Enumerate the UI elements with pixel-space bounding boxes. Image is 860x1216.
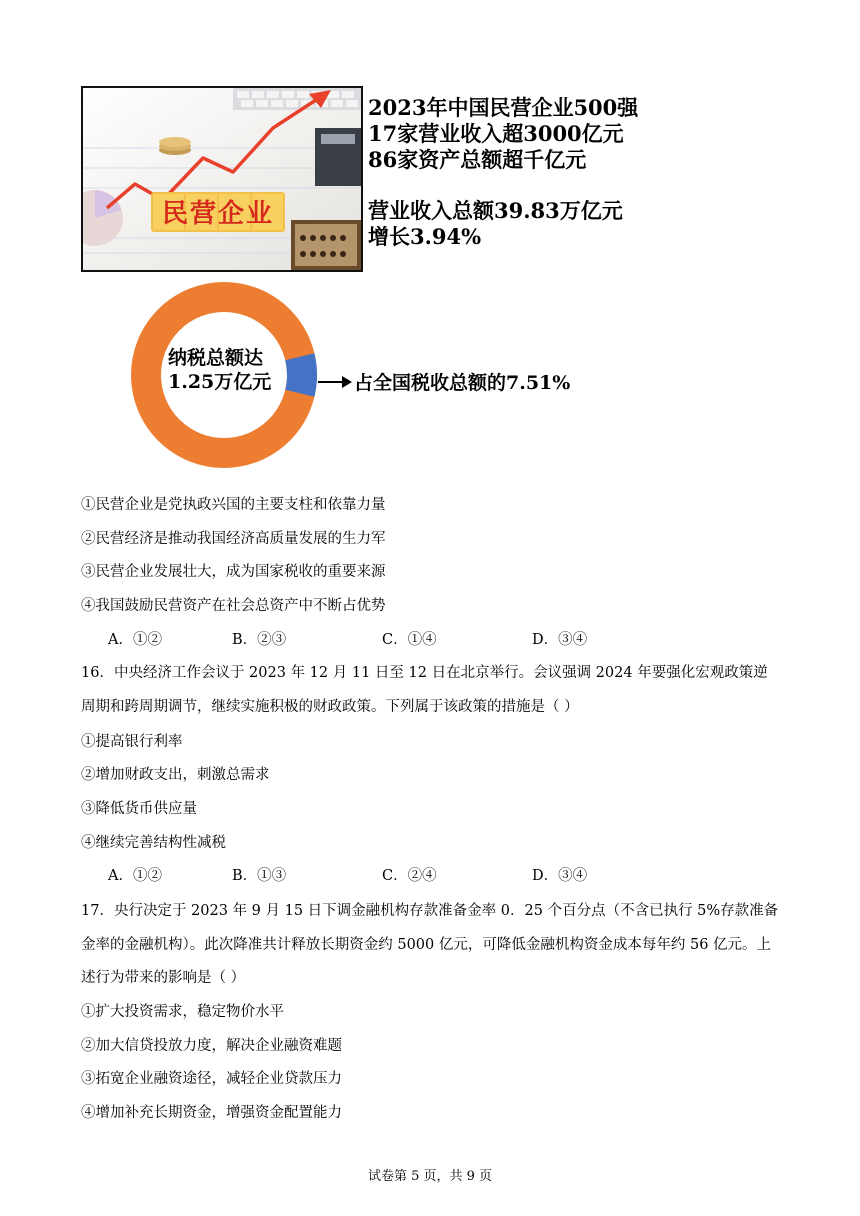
headline-line-1: 2023年中国民营企业500强	[368, 95, 639, 120]
keyboard-shape	[233, 88, 361, 110]
q15-option-a: A．①②	[108, 632, 162, 648]
coins-shape	[159, 137, 191, 155]
q16-stem: 16．中央经济工作会议于 2023 年 12 月 11 日至 12 日在北京举行。会议强调 2024 年要强化宏观政策逆周期和跨周期调节，继续实施积极的财政政策。下列属于该政策的措施是（ ）	[81, 665, 768, 715]
q15-option-b: B．②③	[232, 632, 287, 648]
callout-arrow-icon	[318, 375, 352, 389]
revenue-line-1: 营业收入总额39.83万亿元	[368, 198, 623, 223]
enterprise-label-blocks	[151, 192, 285, 232]
abacus-shape	[291, 220, 361, 270]
headline-line-2: 17家营业收入超3000亿元	[368, 121, 624, 146]
svg-text:民营企业: 民营企业	[161, 199, 275, 229]
q16-option-a: A．①②	[108, 868, 162, 884]
donut-center-line-1: 纳税总额达	[168, 347, 264, 369]
q15-statement-2: ②民营经济是推动我国经济高质量发展的生力军	[81, 531, 386, 547]
q17-stem: 17．央行决定于 2023 年 9 月 15 日下调金融机构存款准备金率 0．25 个百分点（不含已执行 5%存款准备金率的金融机构）。此次降准共计释放长期资金约 5000 亿元，可降低金融机构资金成本每年约 56 亿元。上述行为带来的影响是（ ）	[81, 903, 779, 986]
revenue-line-2: 增长3.94%	[368, 224, 482, 249]
q16-option-d: D．③④	[532, 868, 588, 884]
donut-share-arc	[300, 357, 302, 393]
private-enterprise-photo	[81, 86, 363, 272]
q16-option-c: C．②④	[382, 868, 437, 884]
page-footer: 试卷第 5 页，共 9 页	[367, 1169, 493, 1184]
q17-statement-2: ②加大信贷投放力度，解决企业融资难题	[81, 1038, 342, 1054]
q16-statement-1: ①提高银行利率	[81, 734, 183, 750]
headline-block	[368, 95, 638, 173]
q17-statement-1: ①扩大投资需求，稳定物价水平	[81, 1004, 284, 1020]
q16-statement-3: ③降低货币供应量	[81, 801, 197, 817]
q15-option-d: D．③④	[532, 632, 588, 648]
donut-center-line-2: 1.25万亿元	[168, 371, 272, 393]
photo-illustration	[83, 88, 361, 270]
headline-line-3: 86家资产总额超千亿元	[368, 147, 587, 172]
q15-option-c: C．①④	[382, 632, 437, 648]
q17-statement-3: ③拓宽企业融资途径，减轻企业贷款压力	[81, 1071, 342, 1087]
donut-center-label	[168, 346, 271, 394]
q16-option-b: B．①③	[232, 868, 287, 884]
q15-statement-1: ①民营企业是党执政兴国的主要支柱和依靠力量	[81, 497, 386, 513]
donut-callout: 占全国税收总额的7.51%	[354, 372, 571, 394]
q15-statement-3: ③民营企业发展壮大，成为国家税收的重要来源	[81, 564, 386, 580]
q15-statement-4: ④我国鼓励民营资产在社会总资产中不断占优势	[81, 598, 386, 614]
q16-statement-2: ②增加财政支出，刺激总需求	[81, 767, 270, 783]
q16-statement-4: ④继续完善结构性减税	[81, 835, 226, 851]
q17-statement-4: ④增加补充长期资金，增强资金配置能力	[81, 1105, 342, 1121]
revenue-block	[368, 198, 623, 250]
